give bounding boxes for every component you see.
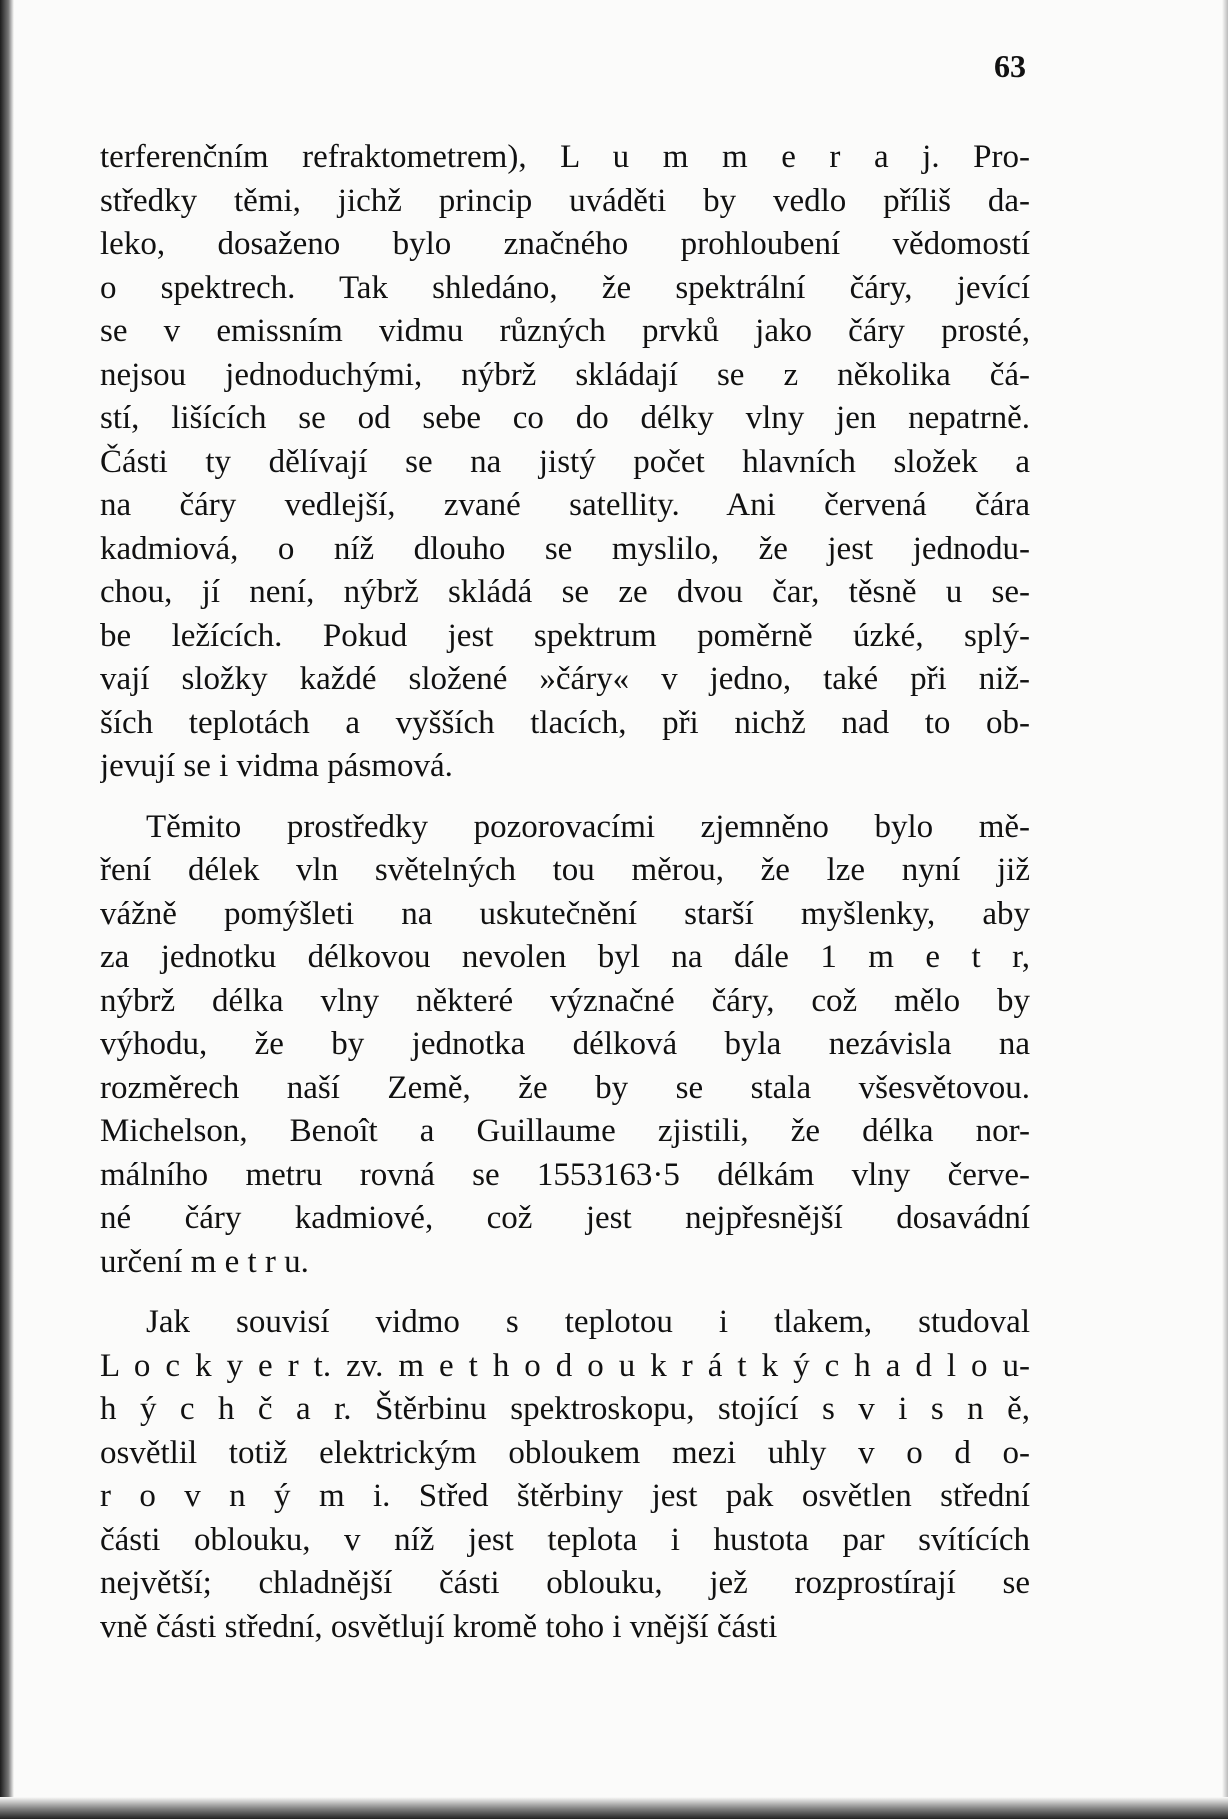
text-line: né čáry kadmiové, což jest nejpřesnější dosavádní: [100, 1200, 1030, 1236]
text-line: málního metru rovná se 1553163·5 délkám vlny červe-: [100, 1156, 1030, 1193]
text-line: nejsou jednoduchými, nýbrž skládají se z několika čá-: [100, 356, 1030, 393]
text-line: ších teplotách a vyšších tlacích, při nichž nad to ob-: [100, 704, 1030, 741]
text-line: ření délek vln světelných tou měrou, že lze nyní již: [100, 852, 1030, 888]
text-line: r o v n ý m i. Střed štěrbiny jest pak osvětlen střední: [100, 1478, 1030, 1514]
text-line: osvětlil totiž elektrickým obloukem mezi uhly v o d o-: [100, 1434, 1030, 1471]
text-line: o spektrech. Tak shledáno, že spektrální čáry, jevící: [100, 269, 1030, 306]
text-line: za jednotku délkovou nevolen byl na dále 1 m e t r,: [100, 939, 1030, 975]
text-line: Jak souvisí vidmo s teplotou i tlakem, studoval: [146, 1304, 1030, 1340]
text-line: středky těmi, jichž princip uváděti by vedlo příliš da-: [100, 182, 1030, 219]
text-line: stí, lišících se od sebe co do délky vlny jen nepatrně.: [100, 400, 1030, 436]
text-line: na čáry vedlejší, zvané satellity. Ani červená čára: [100, 487, 1030, 523]
scan-shadow-right: [1222, 0, 1228, 1819]
text-line: Michelson, Benoît a Guillaume zjistili, že délka nor-: [100, 1113, 1030, 1149]
body-text: [100, 136, 1030, 1649]
text-line: části oblouku, v níž jest teplota i hustota par svítících: [100, 1521, 1030, 1558]
text-line: vně části střední, osvětlují kromě toho i vnější části: [100, 1608, 778, 1645]
text-line: vají složky každé složené »čáry« v jedno, také při niž-: [100, 661, 1030, 697]
scan-shadow-bottom: [0, 1797, 1228, 1819]
text-line: chou, jí není, nýbrž skládá se ze dvou čar, těsně u se-: [100, 574, 1030, 610]
text-line: největší; chladnější části oblouku, jež rozprostírají se: [100, 1565, 1030, 1601]
text-line: vážně pomýšleti na uskutečnění starší myšlenky, aby: [100, 895, 1030, 932]
paragraph: [100, 1301, 1030, 1649]
text-line: Těmito prostředky pozorovacími zjemněno bylo mě-: [146, 808, 1030, 845]
text-line: Části ty dělívají se na jistý počet hlavních složek a: [100, 443, 1030, 480]
text-line: h ý c h č a r. Štěrbinu spektroskopu, stojící s v i s n ě,: [100, 1391, 1030, 1427]
text-line: určení m e t r u.: [100, 1243, 309, 1280]
text-line: rozměrech naší Země, že by se stala všesvětovou.: [100, 1069, 1030, 1106]
text-line: L o c k y e r t. zv. m e t h o d o u k r á t k ý c h a d l o u-: [100, 1347, 1030, 1384]
scan-shadow-left: [0, 0, 14, 1819]
text-line: výhodu, že by jednotka délková byla nezávisla na: [100, 1026, 1030, 1062]
text-line: terferenčním refraktometrem), L u m m e r a j. Pro-: [100, 139, 1030, 175]
text-line: nýbrž délka vlny některé význačné čáry, což mělo by: [100, 982, 1030, 1019]
text-line: leko, dosaženo bylo značného prohloubení vědomostí: [100, 226, 1030, 262]
page-number: 63: [994, 48, 1026, 84]
paragraph: [100, 136, 1030, 789]
text-line: se v emissním vidmu různých prvků jako čáry prosté,: [100, 313, 1030, 349]
text-line: be ležících. Pokud jest spektrum poměrně úzké, splý-: [100, 617, 1030, 654]
paragraph: [100, 806, 1030, 1285]
text-line: kadmiová, o níž dlouho se myslilo, že jest jednodu-: [100, 530, 1030, 567]
text-line: jevují se i vidma pásmová.: [100, 748, 453, 784]
